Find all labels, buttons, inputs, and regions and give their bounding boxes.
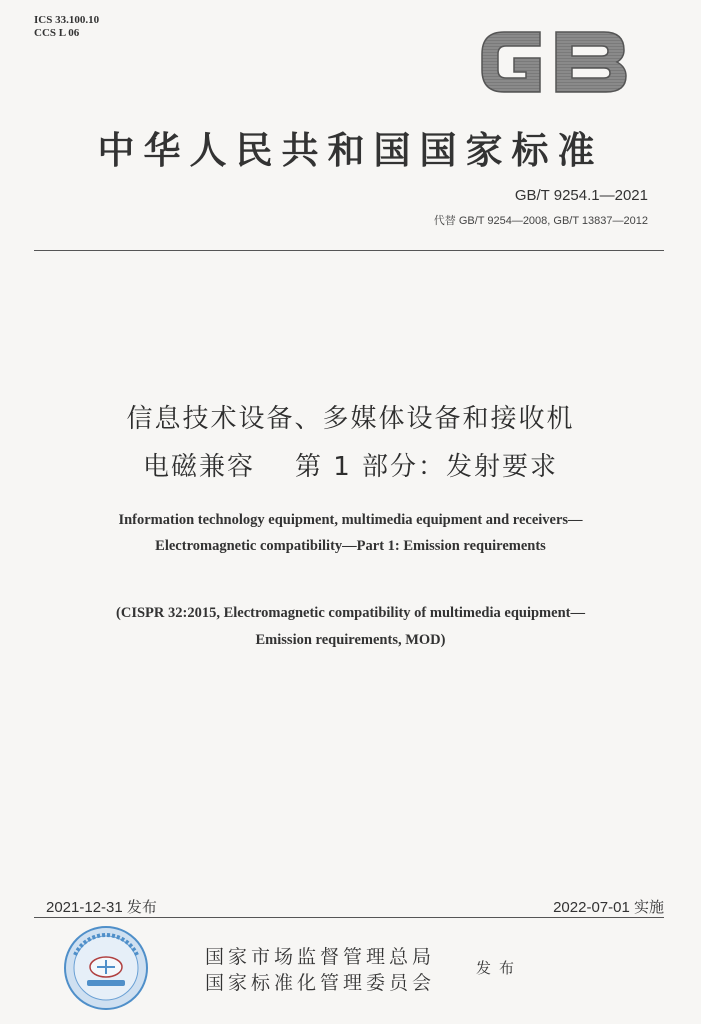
- ccs-code: CCS L 06: [34, 27, 80, 39]
- national-standard-heading: 中华人民共和国国家标准: [97, 128, 604, 172]
- title-cn-line1: 信息技术设备、多媒体设备和接收机: [126, 404, 575, 434]
- issuer-samr: 国家市场监督管理总局: [205, 946, 436, 968]
- top-divider: [34, 250, 664, 251]
- issue-label: 发布: [476, 959, 523, 977]
- title-en-line1: Information technology equipment, multimedia equipment and receivers—: [118, 512, 583, 528]
- title-cn-line2-part1: 电磁兼容: [142, 452, 255, 482]
- classification-codes: [34, 14, 99, 40]
- issuer-sac: 国家标准化管理委员会: [205, 972, 436, 994]
- title-cn-line2-part2: 第 1 部分：发射要求: [294, 452, 559, 482]
- logo-text: GB: [474, 22, 476, 23]
- title-en-line2: Electromagnetic compatibility—Part 1: Emission requirements: [155, 538, 546, 554]
- reference-standard-line2: Emission requirements, MOD): [255, 632, 446, 648]
- reference-standard-line1: (CISPR 32:2015, Electromagnetic compatibility of multimedia equipment—: [116, 605, 585, 621]
- issue-date: 2021-12-31 发布: [46, 899, 157, 916]
- gb-logo-icon: [474, 22, 634, 102]
- ics-code: ICS 33.100.10: [34, 14, 100, 26]
- bottom-divider: [34, 917, 664, 918]
- implementation-date: 2022-07-01 实施: [553, 899, 664, 916]
- title-cn-line2: [0, 446, 701, 483]
- standard-number: GB/T 9254.1—2021: [514, 187, 648, 204]
- replaces-standards: 代替 GB/T 9254—2008, GB/T 13837—2012: [433, 215, 648, 227]
- anti-counterfeit-seal-icon: [63, 925, 149, 1011]
- issuing-authorities: [205, 944, 435, 996]
